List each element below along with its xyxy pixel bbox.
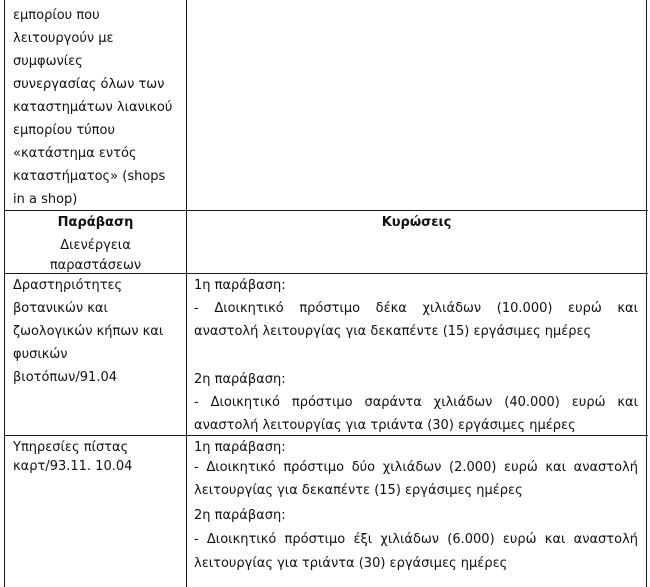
second-violation-sanction: αναστολή λειτουργίας για τριάντα (30) εργάσιμες ημέρες: [194, 418, 576, 433]
violation-text-line: «κατάστημα εντός: [13, 146, 137, 161]
table-border-right: [646, 0, 647, 587]
header-sanctions-cell: [187, 211, 646, 273]
continued-violation-cell: [13, 0, 185, 210]
violation-text-line: συμφωνίες: [13, 54, 83, 69]
violation-text-line: εμπορίου που: [13, 8, 100, 23]
violation-text-line: εμπορίου τύπου: [13, 123, 115, 138]
header-violation-cell: [5, 211, 186, 273]
violation-text-line: βοτανικών και: [13, 301, 108, 316]
violation-cell-botanical: [13, 274, 185, 435]
violation-text-line: καρτ/93.11. 10.04: [13, 459, 133, 474]
first-violation-sanction: αναστολή λειτουργίας για δεκαπέντε (15) εργάσιμες ημέρες: [194, 324, 592, 339]
table-border-left: [4, 0, 5, 587]
violation-text-line: βιοτόπων/91.04: [13, 370, 117, 385]
first-violation-label: 1η παράβαση:: [194, 440, 286, 455]
first-violation-label: 1η παράβαση:: [194, 278, 286, 293]
first-violation-sanction: λειτουργίας για δεκαπέντε (15) εργάσιμες ημέρες: [194, 483, 523, 498]
violation-text-line: συνεργασίας όλων των: [13, 77, 165, 92]
second-violation-label: 2η παράβαση:: [194, 508, 286, 523]
violation-text-line: Δραστηριότητες: [13, 278, 123, 293]
violation-cell-credit: [13, 436, 185, 587]
second-violation-label: 2η παράβαση:: [194, 372, 286, 387]
violation-text-line: in a shop): [13, 192, 78, 207]
first-violation-sanction: - Διοικητικό πρόστιμο δύο χιλιάδων (2.000) ευρώ και αναστολή: [194, 460, 638, 475]
violation-text-line: καταστημάτων λιανικού: [13, 100, 173, 115]
violation-text-line: λειτουργούν με: [13, 31, 114, 46]
violation-text-line: καταστήματος» (shops: [13, 169, 166, 184]
header-violation-subtitle: Διενέργεια: [60, 238, 131, 253]
header-violation-title: Παράβαση: [57, 215, 134, 230]
second-violation-sanction: - Διοικητικό πρόστιμο έξι χιλιάδων (6.000) ευρώ και αναστολή: [194, 532, 638, 547]
header-sanctions-title: Κυρώσεις: [381, 215, 452, 230]
second-violation-sanction: - Διοικητικό πρόστιμο σαράντα χιλιάδων (40.000) ευρώ και: [194, 395, 638, 410]
header-violation-subtitle: παραστάσεων: [49, 258, 142, 273]
violation-text-line: Υπηρεσίες πίστας: [13, 440, 129, 455]
sanction-cell-botanical: [194, 274, 638, 435]
violation-text-line: φυσικών: [13, 347, 68, 362]
violation-text-line: ζωολογικών κήπων και: [13, 324, 164, 339]
second-violation-sanction: λειτουργίας για τριάντα (30) εργάσιμες ημέρες: [194, 556, 508, 571]
continued-sanction-cell: [187, 0, 646, 210]
sanction-cell-credit: [194, 436, 638, 587]
first-violation-sanction: - Διοικητικό πρόστιμο δέκα χιλιάδων (10.000) ευρώ και: [194, 301, 638, 316]
